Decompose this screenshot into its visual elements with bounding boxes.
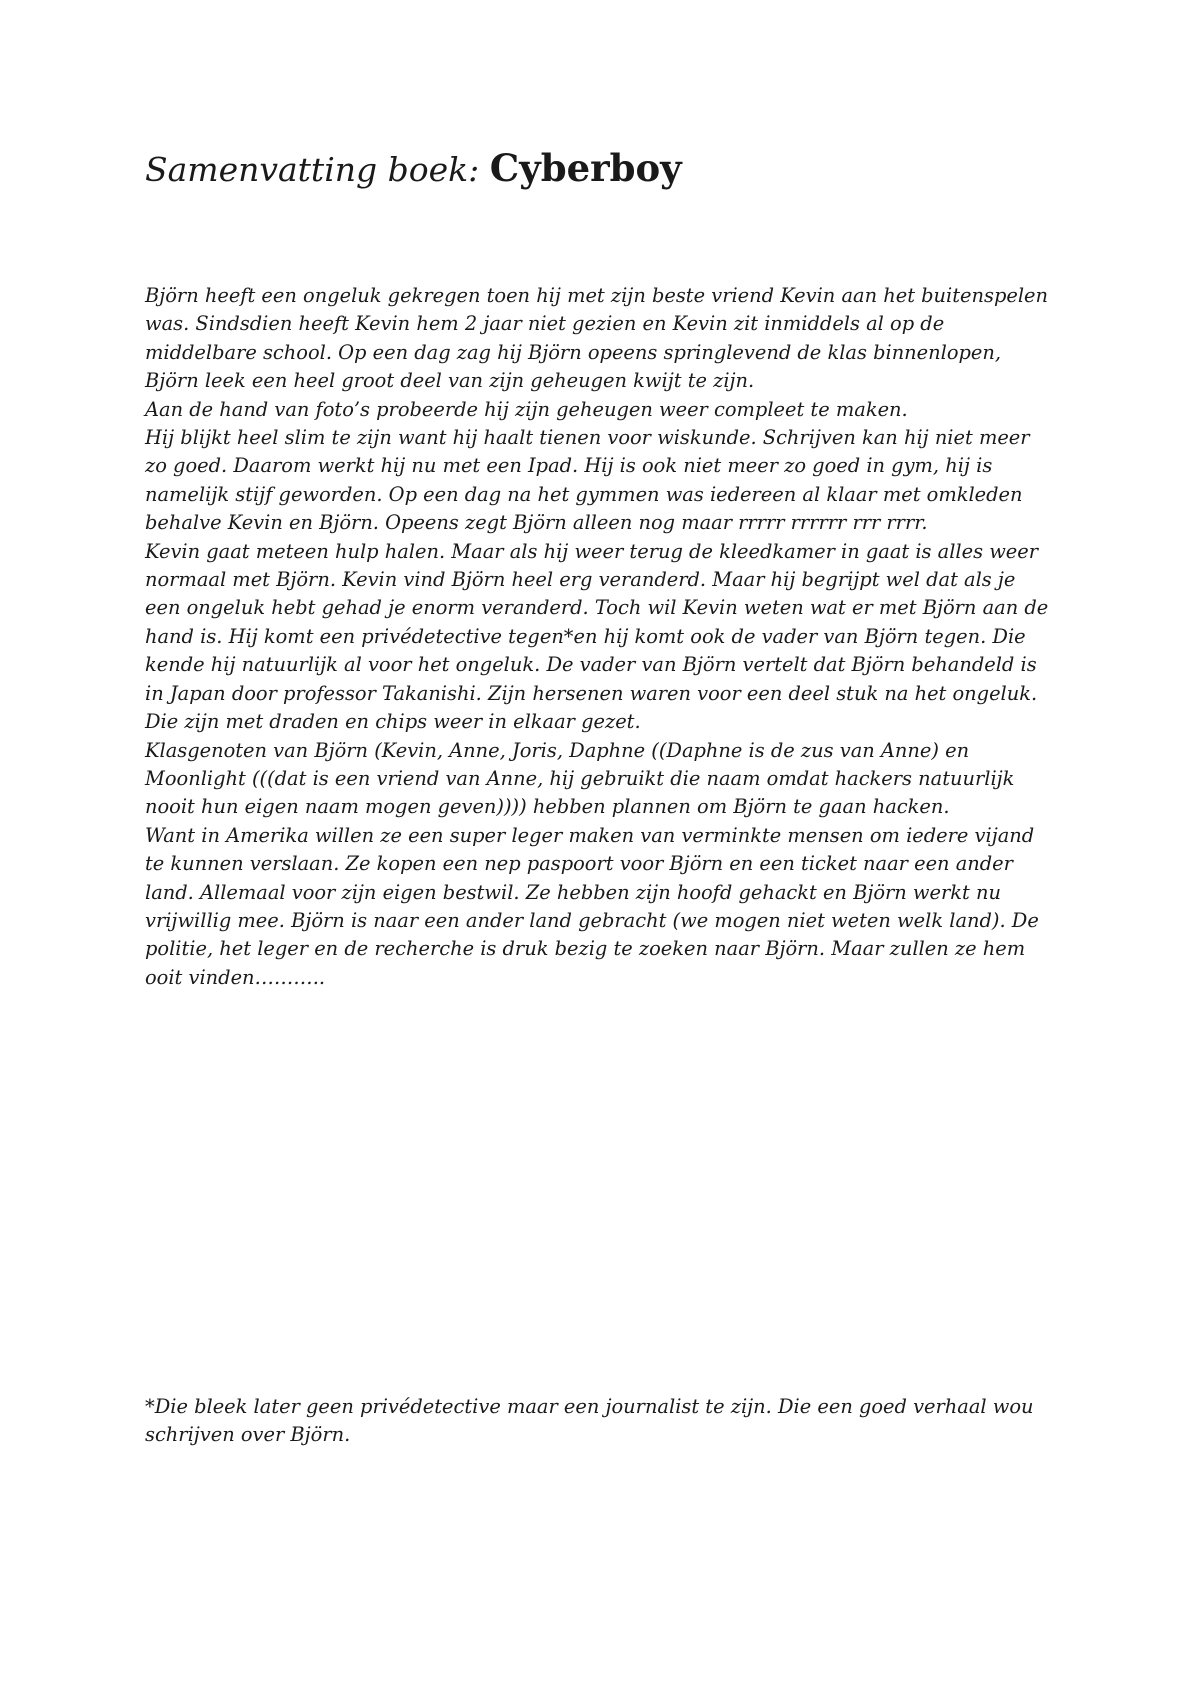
body-line: Klasgenoten van Björn (Kevin, Anne, Joris, Daphne ((Daphne is de zus van Anne) en (145, 738, 970, 762)
body-line: Aan de hand van foto’s probeerde hij zijn geheugen weer compleet te maken. (145, 397, 908, 421)
book-title: Cyberboy (489, 146, 682, 190)
footnote-line: *Die bleek later geen privédetective maar een journalist te zijn. Die een goed verhaal wou (145, 1395, 1034, 1418)
body-line: land. Allemaal voor zijn eigen bestwil. Ze hebben zijn hoofd gehackt en Björn werkt nu (145, 880, 1001, 904)
body-line: Moonlight (((dat is een vriend van Anne, hij gebruikt die naam omdat hackers natuurlijk (145, 766, 1015, 790)
body-line: een ongeluk hebt gehad je enorm veranderd. Toch wil Kevin weten wat er met Björn aan de (145, 596, 1049, 620)
body-line: behalve Kevin en Björn. Opeens zegt Björn alleen nog maar rrrrr rrrrrr rrr rrrr. (145, 511, 928, 535)
body-line: namelijk stijf geworden. Op een dag na het gymmen was iedereen al klaar met omkleden (145, 482, 1023, 506)
footnote (145, 1393, 1060, 1450)
body-line: Björn leek een heel groot deel van zijn geheugen kwijt te zijn. (145, 369, 755, 393)
body-line: politie, het leger en de recherche is druk bezig te zoeken naar Björn. Maar zullen ze hem (145, 937, 1026, 961)
body-line: Hij blijkt heel slim te zijn want hij haalt tienen voor wiskunde. Schrijven kan hij niet meer (145, 426, 1030, 450)
body-line: te kunnen verslaan. Ze kopen een nep paspoort voor Björn en een ticket naar een ander (145, 852, 1013, 876)
summary-text (145, 282, 1060, 992)
document-title (145, 146, 682, 190)
body-line: middelbare school. Op een dag zag hij Björn opeens springlevend de klas binnenlopen, (145, 340, 1002, 364)
title-prefix: Samenvatting boek: (145, 150, 490, 189)
body-line: ooit vinden……….. (145, 965, 326, 989)
body-line: Kevin gaat meteen hulp halen. Maar als hij weer terug de kleedkamer in gaat is alles weer (145, 539, 1039, 563)
body-line: zo goed. Daarom werkt hij nu met een Ipad. Hij is ook niet meer zo goed in gym, hij is (145, 454, 993, 478)
body-line: Björn heeft een ongeluk gekregen toen hij met zijn beste vriend Kevin aan het buitenspelen (145, 284, 1049, 307)
body-line: Want in Amerika willen ze een super leger maken van verminkte mensen om iedere vijand (145, 823, 1035, 847)
body-line: nooit hun eigen naam mogen geven)))) hebben plannen om Björn te gaan hacken. (145, 795, 950, 819)
body-line: hand is. Hij komt een privédetective tegen*en hij komt ook de vader van Björn tegen. Die (145, 624, 1026, 648)
footnote-line: schrijven over Björn. (145, 1423, 351, 1447)
body-line: normaal met Björn. Kevin vind Björn heel erg veranderd. Maar hij begrijpt wel dat als je (145, 568, 1016, 592)
body-line: in Japan door professor Takanishi. Zijn hersenen waren voor een deel stuk na het ongeluk. (145, 681, 1038, 705)
body-line: kende hij natuurlijk al voor het ongeluk. De vader van Björn vertelt dat Björn behandeld is (145, 653, 1037, 677)
body-line: was. Sindsdien heeft Kevin hem 2 jaar niet gezien en Kevin zit inmiddels al op de (145, 312, 945, 336)
body-line: vrijwillig mee. Björn is naar een ander land gebracht (we mogen niet weten welk land). De (145, 908, 1039, 932)
body-line: Die zijn met draden en chips weer in elkaar gezet. (145, 710, 641, 734)
